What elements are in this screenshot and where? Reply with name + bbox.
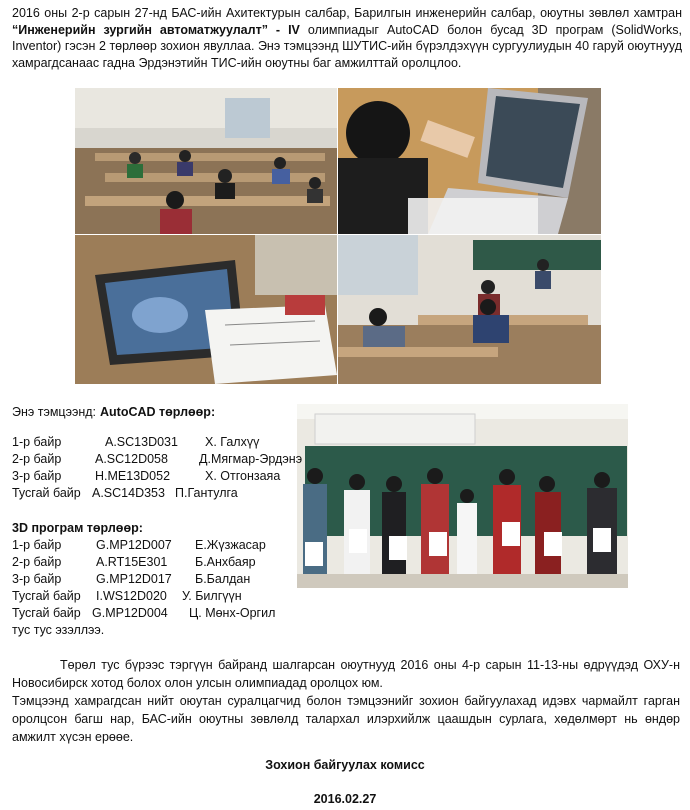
student-name: Д.Мягмар-Эрдэнэ: [199, 452, 303, 466]
student-code: A.SC12D058: [95, 452, 168, 466]
student-code: G.MP12D004: [92, 606, 168, 620]
student-code: A.RT15E301: [96, 555, 168, 569]
place-label: 2-р байр: [12, 452, 62, 466]
paragraph-olympiad-russia: Төрөл тус бүрээс тэргүүн байранд шалгарсан оюутнууд 2016 оны 4-р сарын 11-13-ны өдрүүдэд ОХУ-н Новосибирск хотод болох олон улсын олимпиадад оролцох юм.: [12, 658, 680, 690]
photo-cad-laptop: [75, 235, 337, 384]
place-label: 3-р байр: [12, 469, 62, 483]
place-label: 1-р байр: [12, 435, 62, 449]
student-name: Х. Отгонзаяа: [205, 469, 281, 483]
student-name: Х. Галхүү: [205, 435, 260, 449]
document-date: 2016.02.27: [313, 792, 377, 806]
intro-text-1: 2016 оны 2-р сарын 27-нд БАС-ийн Ахитектурын салбар, Барилгын инженерийн салбар, оюутны зөвлөл хамтран: [12, 6, 682, 20]
photo-classroom-teacher: [338, 235, 601, 384]
student-code: A.SC13D031: [105, 435, 178, 449]
student-name: Ц. Мөнх-Оргил: [189, 606, 276, 620]
committee-signature: Зохион байгуулах комисс: [265, 758, 425, 772]
photo-classroom: [75, 88, 337, 234]
photo-winners-group: [297, 404, 628, 588]
student-code: I.WS12D020: [96, 589, 167, 603]
autocad-heading-label: AutoCAD төрлөөр:: [100, 405, 216, 419]
student-name: Б.Анхбаяр: [195, 555, 256, 569]
results-section: [12, 404, 302, 644]
olympiad-name: “Инженерийн зургийн автоматжуулалт” - IV: [12, 22, 300, 37]
place-label: 3-р байр: [12, 572, 62, 586]
student-name: Б.Балдан: [195, 572, 251, 586]
place-label: 1-р байр: [12, 538, 62, 552]
intro-paragraph: [12, 5, 682, 71]
place-label: Тусгай байр: [12, 486, 81, 500]
place-label: Тусгай байр: [12, 606, 81, 620]
student-code: G.MP12D007: [96, 538, 172, 552]
student-code: A.SC14D353: [92, 486, 165, 500]
place-label: 2-р байр: [12, 555, 62, 569]
place-label: Тусгай байр: [12, 589, 81, 603]
program3d-heading-label: 3D програм төрлөөр:: [12, 521, 143, 535]
student-code: H.ME13D052: [95, 469, 171, 483]
heading-prefix: Энэ тэмцээнд:: [12, 405, 97, 419]
intro-text-2: олимпиадыг AutoCAD болон бусад 3D програм (SolidWorks, Inventor) гэсэн 2 төрлөөр зохион явуллаа. Энэ тэмцээнд ШУТИС-ийн бүрэлдэхүүн сургуулиудын 40 гаруй оюутнууд хамрагдсанаас гадна Эрдэнэтийн ТИС-ийн оюутны баг амжилттай оролцлоо.: [12, 22, 682, 70]
student-name: П.Гантулга: [175, 486, 238, 500]
paragraph-thanks: Тэмцээнд хамрагдсан нийт оюутан суралцагчид болон тэмцээнийг зохион байгуулахад идэвх чармайлт гарган оролцсон багш нар, БАС-ийн оюутны зөвлөлд талархал илэрхийлж цаашдын сурлага, хөдөлмөрт нь өндөр амжилт хүсэн ерөөе.: [12, 694, 680, 744]
closing-text: тус тус эзэллээ.: [12, 623, 105, 637]
photo-laptop-typing: [338, 88, 601, 234]
student-name: Е.Жүзжасар: [195, 538, 266, 552]
student-code: G.MP12D017: [96, 572, 172, 586]
student-name: У. Билгүүн: [182, 589, 242, 603]
